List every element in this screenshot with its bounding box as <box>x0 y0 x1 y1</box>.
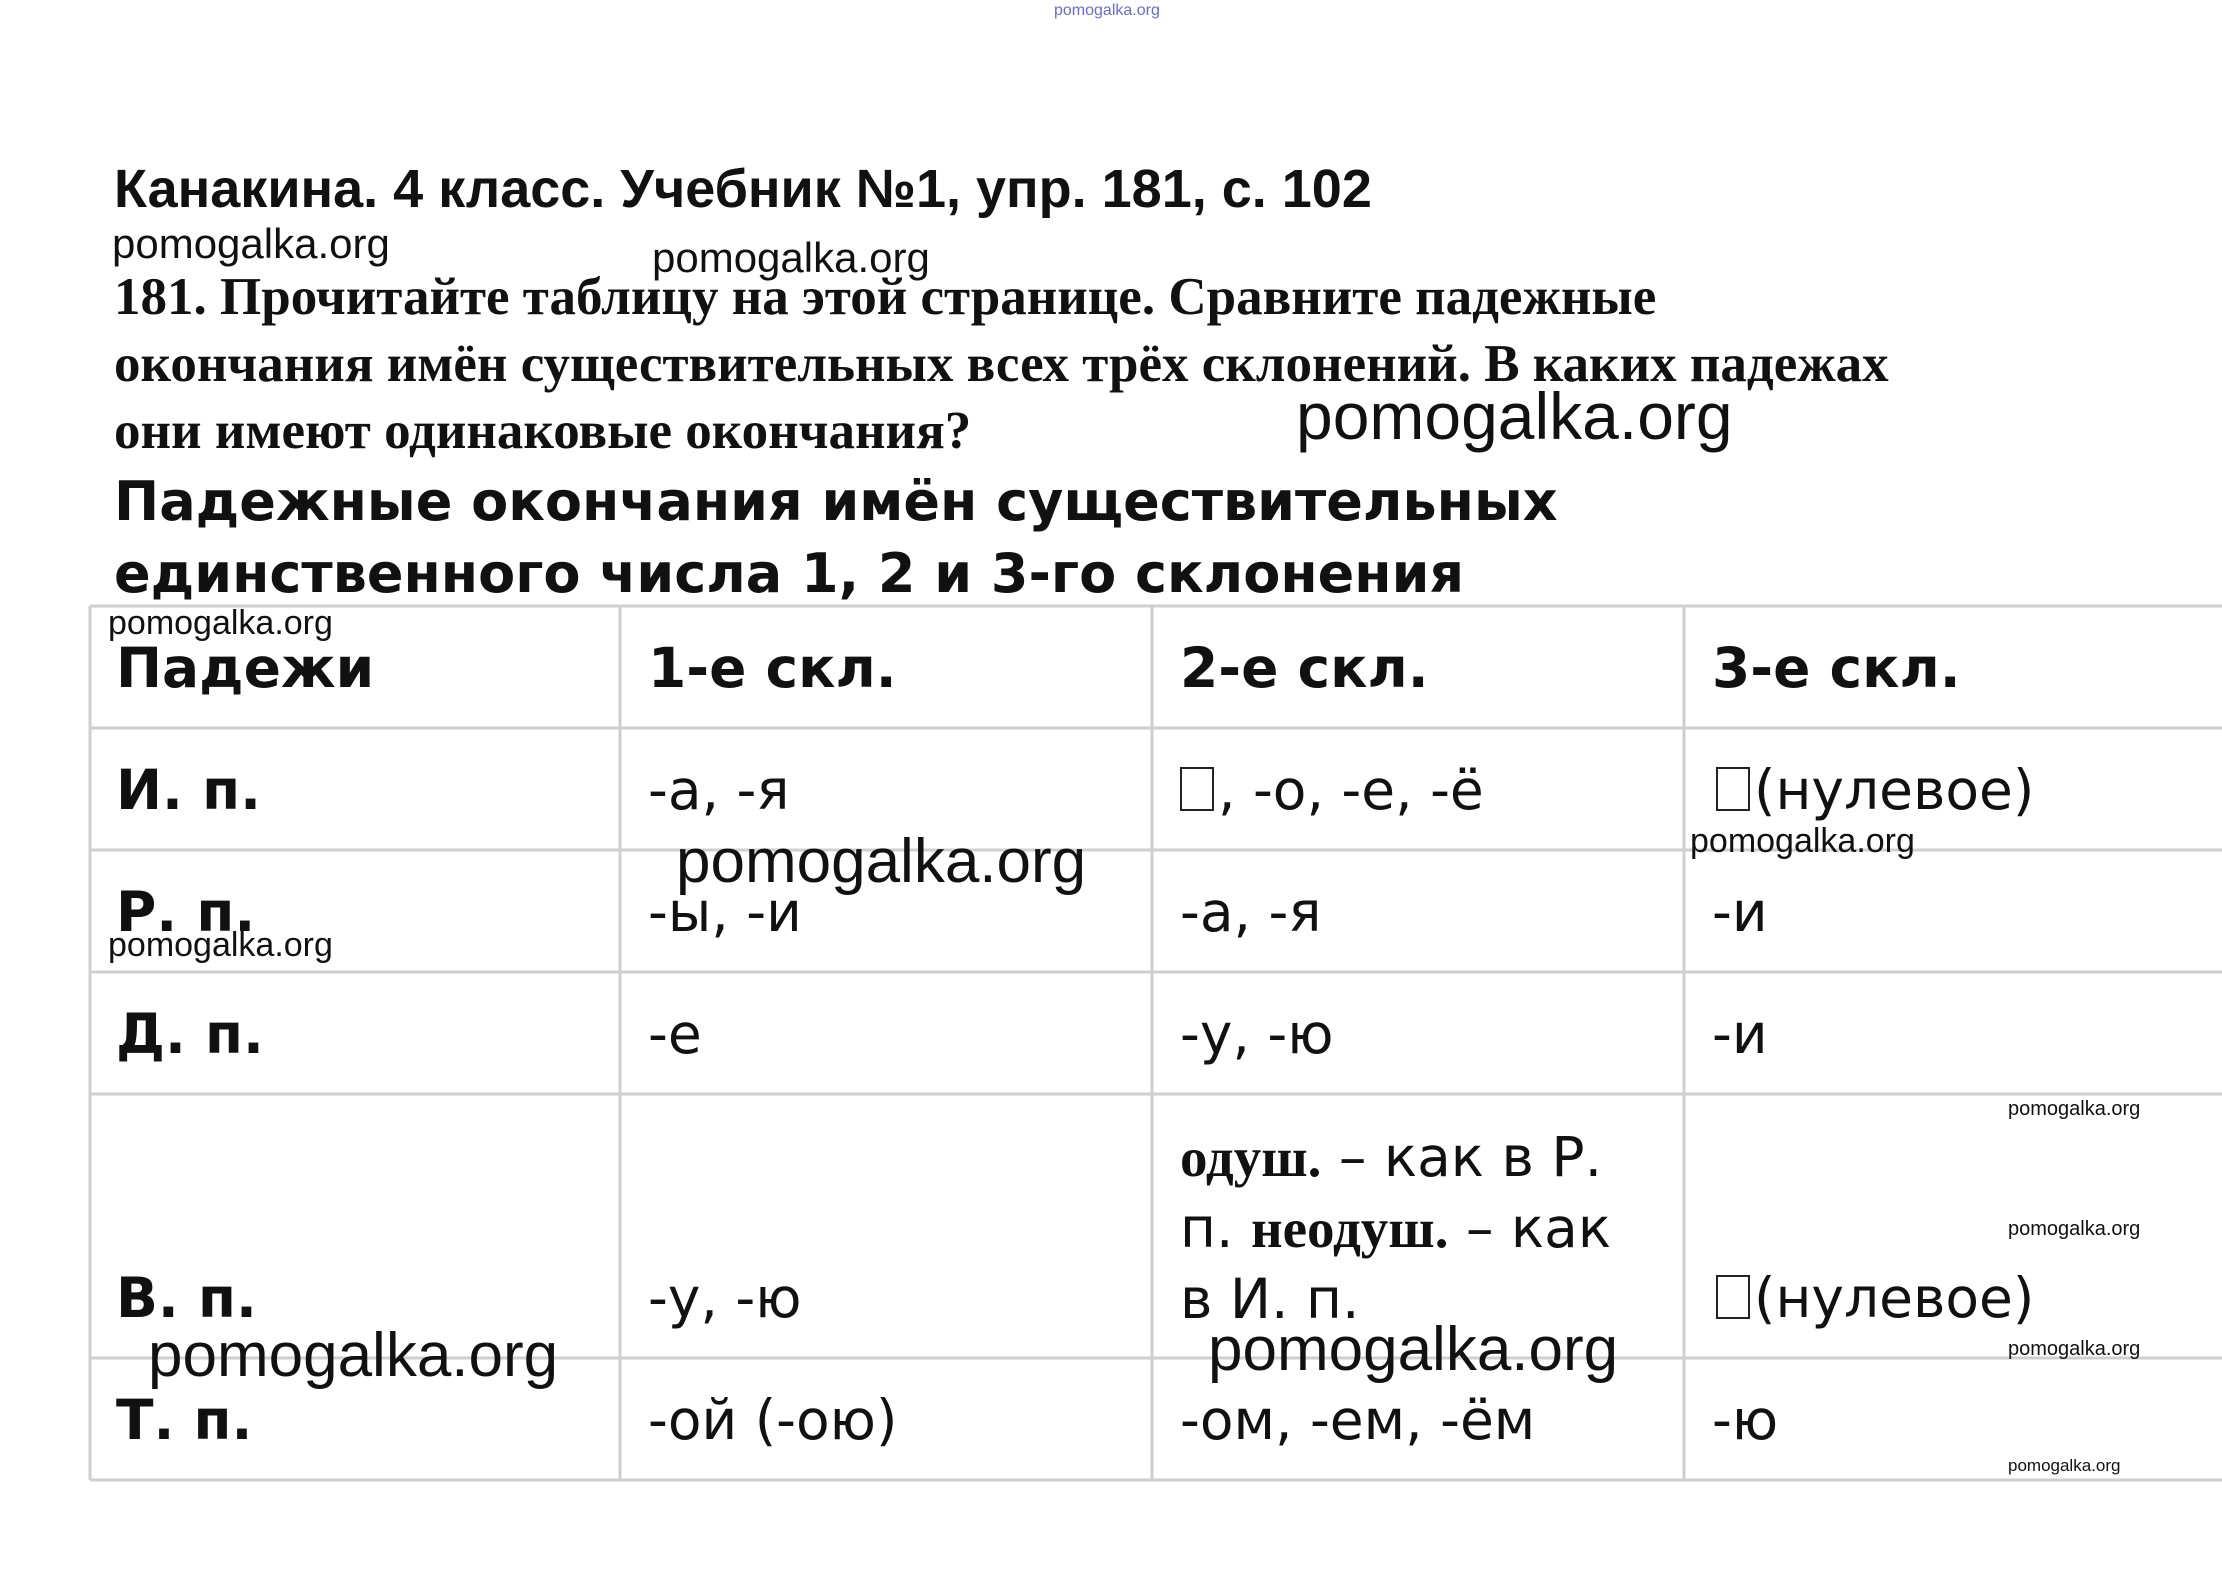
zero-ending-box-icon <box>1716 1275 1750 1319</box>
ending-cell: -е <box>648 1002 702 1066</box>
ending-cell: -ы, -и <box>648 880 802 944</box>
ending-cell: -а, -я <box>648 758 790 822</box>
header-decl-1: 1-е скл. <box>648 636 897 700</box>
watermark: pomogalka.org <box>108 604 333 642</box>
watermark: pomogalka.org <box>148 1321 559 1390</box>
top-watermark: pomogalka.org <box>1054 2 1160 19</box>
ending-cell: -ой (-ою) <box>648 1388 898 1452</box>
case-genitive: Р. п. <box>116 880 256 944</box>
watermark: pomogalka.org <box>2008 1456 2121 1475</box>
watermark: pomogalka.org <box>2008 1338 2141 1360</box>
accusative-note: одуш. – как в Р. п. неодуш. – как в И. п. <box>1180 1125 1612 1331</box>
page-header: Канакина. 4 класс. Учебник №1, упр. 181, с. 102 <box>114 159 1372 219</box>
ending-cell: -а, -я <box>1180 880 1322 944</box>
header-cases: Падежи <box>116 636 375 700</box>
task-text: 181. Прочитайте таблицу на этой странице. Сравните падежные окончания имён существительных всех трёх склонений. В каких падежах они имеют одинаковые окончания? <box>114 268 1889 460</box>
table-title: Падежные окончания имён существительных единственного числа 1, 2 и 3-го склонения <box>114 470 1558 605</box>
watermark: pomogalka.org <box>2008 1218 2141 1240</box>
watermark: pomogalka.org <box>652 234 930 281</box>
ending-cell: -и <box>1712 1002 1768 1066</box>
case-nominative: И. п. <box>116 758 261 822</box>
header-decl-2: 2-е скл. <box>1180 636 1429 700</box>
watermark: pomogalka.org <box>108 926 333 964</box>
ending-cell: (нулевое) <box>1716 758 2034 822</box>
zero-ending-box-icon <box>1180 767 1214 811</box>
ending-cell: -у, -ю <box>1180 1002 1334 1066</box>
watermark: pomogalka.org <box>676 827 1087 896</box>
watermark: pomogalka.org <box>112 220 390 267</box>
ending-cell: -и <box>1712 880 1768 944</box>
ending-cell: , -о, -е, -ё <box>1180 758 1484 822</box>
watermark: pomogalka.org <box>2008 1098 2141 1120</box>
case-instrumental: Т. п. <box>116 1388 253 1452</box>
case-dative: Д. п. <box>116 1002 264 1066</box>
watermark: pomogalka.org <box>1296 379 1733 453</box>
watermark: pomogalka.org <box>1690 822 1915 860</box>
case-accusative: В. п. <box>116 1266 257 1330</box>
ending-cell: -ом, -ем, -ём <box>1180 1388 1536 1452</box>
ending-cell: (нулевое) <box>1716 1266 2034 1330</box>
header-decl-3: 3-е скл. <box>1712 636 1961 700</box>
ending-cell: -у, -ю <box>648 1266 802 1330</box>
ending-cell: -ю <box>1712 1388 1779 1452</box>
zero-ending-box-icon <box>1716 767 1750 811</box>
watermark: pomogalka.org <box>1208 1315 1619 1384</box>
